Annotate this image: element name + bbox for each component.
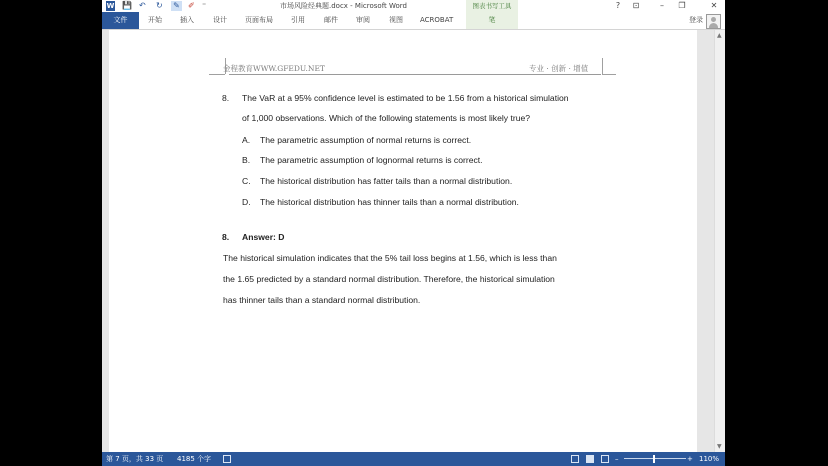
tab-file[interactable]: 文件 [102,12,139,29]
header-divider [229,74,601,75]
crop-mark [209,74,225,75]
minimize-icon[interactable]: – [660,1,664,10]
tab-review[interactable]: 审阅 [356,16,370,24]
word-count[interactable]: 4185 个字 [177,455,212,463]
eraser-icon[interactable]: ✐ [188,1,195,10]
customize-quick-access-icon[interactable]: ⁼ [202,1,207,10]
word-window [102,0,725,466]
answer-heading: Answer: D [242,232,285,242]
answer-number: 8. [222,232,230,242]
option-c-text: The historical distribution has fatter tails than a normal distribution. [260,176,513,186]
tab-design[interactable]: 设计 [213,16,227,24]
tab-insert[interactable]: 插入 [180,16,194,24]
web-layout-icon[interactable] [601,455,609,463]
zoom-level[interactable]: 110% [699,455,720,463]
scroll-up-icon[interactable]: ▲ [717,32,722,39]
tab-mailings[interactable]: 邮件 [324,16,338,24]
document-title: 市场风险经典题.docx - Microsoft Word [280,2,407,10]
option-letter: C. [242,176,251,186]
page-count[interactable]: 第 7 页，共 33 页 [106,455,164,463]
tab-page-layout[interactable]: 页面布局 [245,16,273,24]
crop-mark [602,58,603,74]
avatar[interactable] [706,14,721,29]
redo-icon[interactable]: ↻ [156,1,163,10]
vertical-scrollbar[interactable] [714,30,725,452]
tab-view[interactable]: 视图 [389,16,403,24]
answer-explanation-line: the 1.65 predicted by a standard normal distribution. Therefore, the historical simulation [223,274,555,284]
ribbon-tabs [102,12,725,30]
read-mode-icon[interactable] [571,455,579,463]
answer-explanation-line: The historical simulation indicates that the 5% tail loss begins at 1.56, which is less than [223,253,557,263]
crop-mark [602,74,616,75]
tab-acrobat[interactable]: ACROBAT [420,16,454,24]
option-letter: A. [242,135,251,145]
option-a-text: The parametric assumption of normal returns is correct. [260,135,472,145]
answer-explanation-line: has thinner tails than a standard normal distribution. [223,295,421,305]
undo-icon[interactable]: ↶ [139,1,146,10]
zoom-in-icon[interactable]: + [687,455,693,463]
title-bar [102,0,725,12]
ribbon-display-options-icon[interactable]: ⊡ [632,1,640,10]
option-d-text: The historical distribution has thinner tails than a normal distribution. [260,197,519,207]
sign-in-link[interactable]: 登录 [689,16,703,24]
header-left: 金程教育WWW.GFEDU.NET [223,64,325,73]
header-right: 专业 · 创新 · 增值 [529,64,589,73]
word-logo-icon: W [106,2,115,10]
proofing-icon[interactable] [223,455,231,463]
option-letter: B. [242,155,251,165]
help-icon[interactable]: ? [615,1,621,10]
document-area [102,30,714,452]
context-tab-title: 图表书写工具 [466,0,518,12]
restore-icon[interactable]: ❐ [678,1,686,10]
question-stem-line: The VaR at a 95% confidence level is estimated to be 1.56 from a historical simulation [242,93,569,103]
option-b-text: The parametric assumption of lognormal returns is correct. [260,155,483,165]
close-icon[interactable]: ✕ [710,1,718,10]
document-page[interactable] [109,30,697,452]
question-stem-line: of 1,000 observations. Which of the following statements is most likely true? [242,113,531,123]
question-number: 8. [222,93,230,103]
tab-home[interactable]: 开始 [148,16,162,24]
zoom-slider-thumb[interactable] [653,455,655,463]
status-bar [102,452,725,466]
zoom-out-icon[interactable]: – [615,455,619,463]
zoom-slider[interactable] [624,458,686,459]
option-letter: D. [242,197,251,207]
print-layout-icon[interactable] [586,455,594,463]
save-icon[interactable]: 💾 [122,1,132,10]
tab-references[interactable]: 引用 [291,16,305,24]
pen-icon[interactable]: ✎ [171,1,182,11]
scroll-down-icon[interactable]: ▼ [717,443,722,450]
tab-pen[interactable]: 笔 [466,12,518,29]
